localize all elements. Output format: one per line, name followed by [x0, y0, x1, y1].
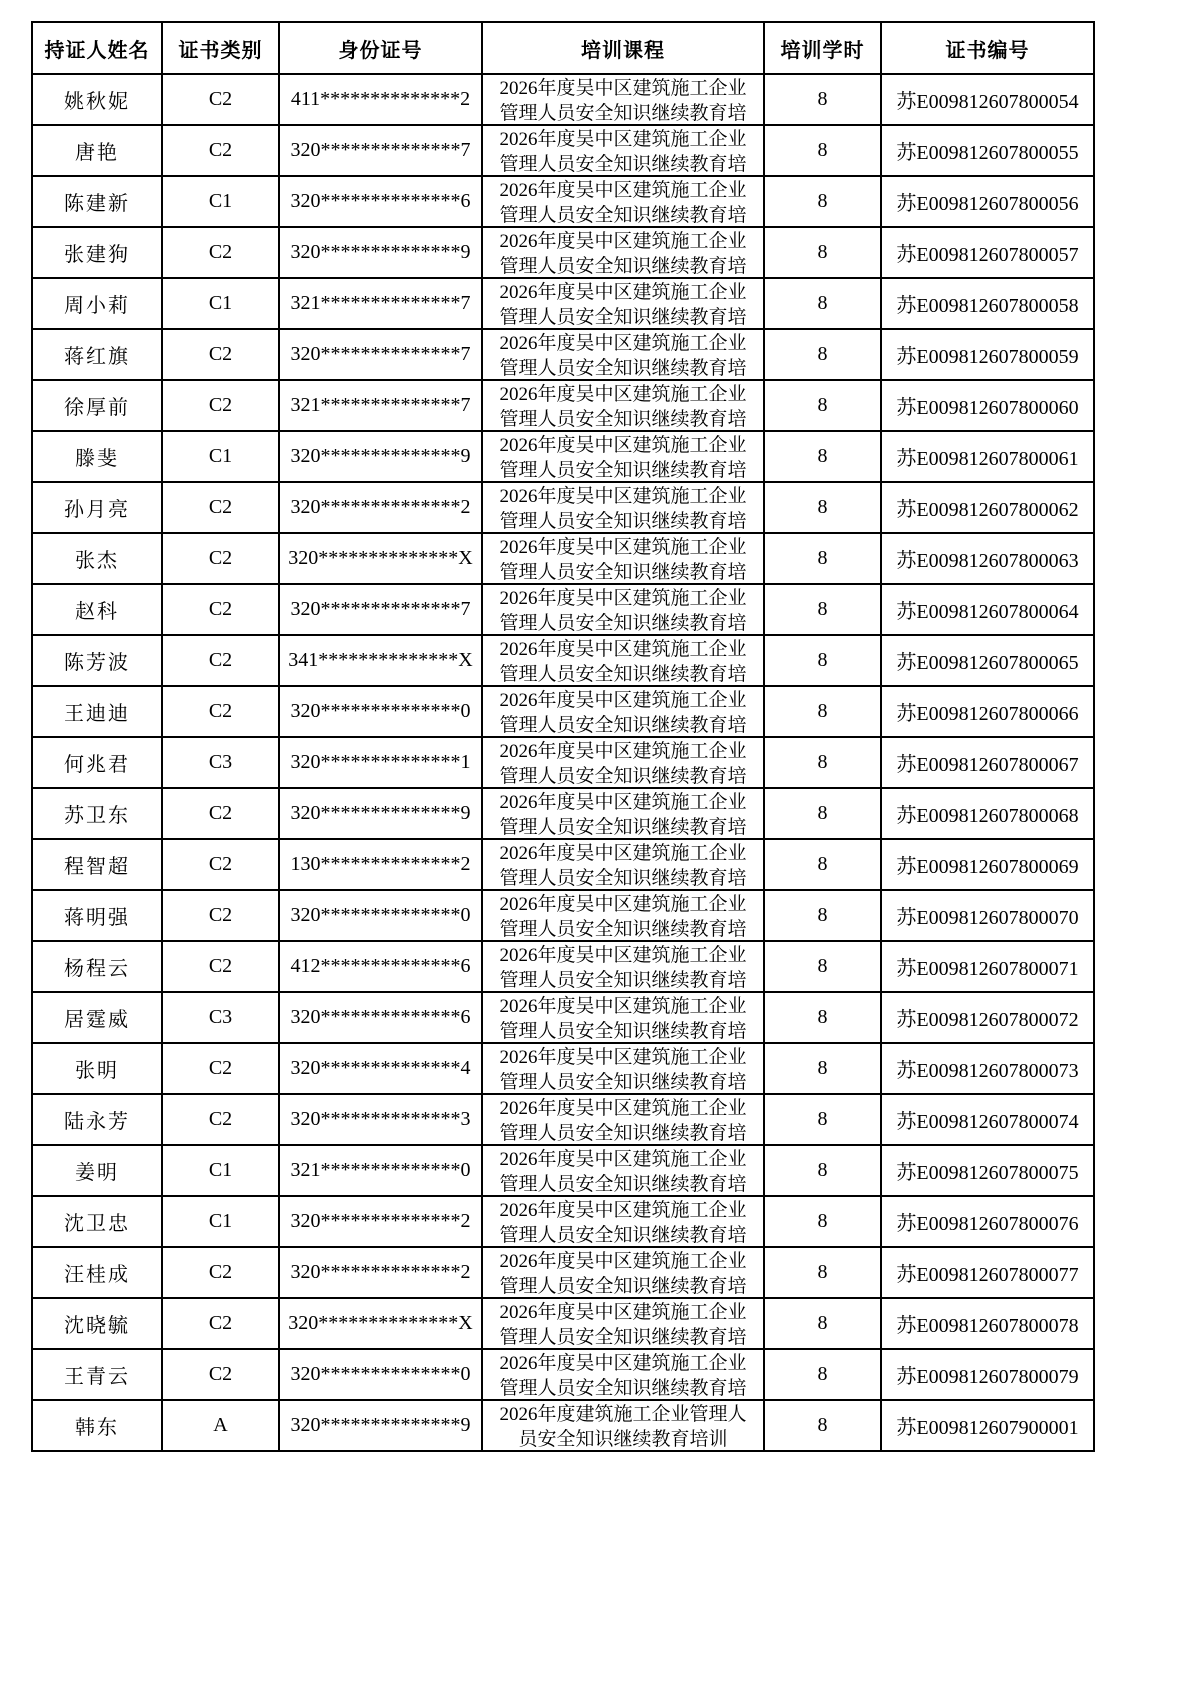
table-row — [32, 125, 1094, 176]
table-row — [32, 1043, 1094, 1094]
course-cell — [482, 584, 764, 635]
cert-type-cell: C2 — [162, 227, 279, 278]
table-row — [32, 1247, 1094, 1298]
course-cell — [482, 74, 764, 125]
cert-type-cell: C2 — [162, 1043, 279, 1094]
cert-type-cell: C2 — [162, 890, 279, 941]
course-cell — [482, 1400, 764, 1451]
course-text: 2026年度吴中区建筑施工企业管理人员安全知识继续教育培 — [499, 231, 747, 277]
course-cell — [482, 839, 764, 890]
course-text: 2026年度吴中区建筑施工企业管理人员安全知识继续教育培 — [499, 537, 747, 583]
table-row — [32, 635, 1094, 686]
course-cell — [482, 890, 764, 941]
cert-type-cell: C3 — [162, 992, 279, 1043]
id-number-cell: 320**************6 — [279, 992, 482, 1043]
cert-type-cell: C1 — [162, 278, 279, 329]
course-text: 2026年度吴中区建筑施工企业管理人员安全知识继续教育培 — [499, 180, 747, 226]
cert-type-cell: C2 — [162, 329, 279, 380]
id-number-cell: 130**************2 — [279, 839, 482, 890]
table-row — [32, 788, 1094, 839]
course-text: 2026年度吴中区建筑施工企业管理人员安全知识继续教育培 — [499, 690, 747, 736]
course-text: 2026年度吴中区建筑施工企业管理人员安全知识继续教育培 — [499, 384, 747, 430]
column-header-cert-type: 证书类别 — [162, 22, 279, 74]
hours-cell: 8 — [764, 482, 881, 533]
hours-cell: 8 — [764, 1400, 881, 1451]
cert-type-cell: C1 — [162, 1145, 279, 1196]
id-number-cell: 320**************X — [279, 533, 482, 584]
table-row — [32, 1400, 1094, 1451]
cert-type-cell: C2 — [162, 74, 279, 125]
cert-number-cell: 苏E009812607800059 — [881, 329, 1094, 380]
course-cell — [482, 1094, 764, 1145]
hours-cell: 8 — [764, 1196, 881, 1247]
cert-number-cell: 苏E009812607800072 — [881, 992, 1094, 1043]
table-row — [32, 278, 1094, 329]
holder-name-cell: 张杰 — [32, 533, 162, 584]
course-text: 2026年度吴中区建筑施工企业管理人员安全知识继续教育培 — [499, 129, 747, 175]
cert-number-cell: 苏E009812607800077 — [881, 1247, 1094, 1298]
course-cell — [482, 635, 764, 686]
cert-type-cell: C2 — [162, 482, 279, 533]
column-header-cert-number: 证书编号 — [881, 22, 1094, 74]
holder-name-cell: 何兆君 — [32, 737, 162, 788]
cert-number-cell: 苏E009812607800055 — [881, 125, 1094, 176]
course-text: 2026年度吴中区建筑施工企业管理人员安全知识继续教育培 — [499, 843, 747, 889]
course-cell — [482, 125, 764, 176]
cert-type-cell: C1 — [162, 431, 279, 482]
course-text: 2026年度吴中区建筑施工企业管理人员安全知识继续教育培 — [499, 333, 747, 379]
cert-type-cell: C2 — [162, 1247, 279, 1298]
cert-type-cell: C2 — [162, 1349, 279, 1400]
hours-cell: 8 — [764, 584, 881, 635]
course-cell — [482, 1247, 764, 1298]
course-text: 2026年度吴中区建筑施工企业管理人员安全知识继续教育培 — [499, 78, 747, 124]
table-row — [32, 1349, 1094, 1400]
hours-cell: 8 — [764, 992, 881, 1043]
course-text: 2026年度吴中区建筑施工企业管理人员安全知识继续教育培 — [499, 1353, 747, 1399]
hours-cell: 8 — [764, 686, 881, 737]
holder-name-cell: 徐厚前 — [32, 380, 162, 431]
course-cell — [482, 788, 764, 839]
course-cell — [482, 1196, 764, 1247]
course-cell — [482, 329, 764, 380]
cert-type-cell: C1 — [162, 1196, 279, 1247]
id-number-cell: 320**************3 — [279, 1094, 482, 1145]
hours-cell: 8 — [764, 890, 881, 941]
holder-name-cell: 孙月亮 — [32, 482, 162, 533]
id-number-cell: 411**************2 — [279, 74, 482, 125]
table-row — [32, 380, 1094, 431]
table-row — [32, 1196, 1094, 1247]
cert-type-cell: C3 — [162, 737, 279, 788]
cert-type-cell: C2 — [162, 125, 279, 176]
course-text: 2026年度吴中区建筑施工企业管理人员安全知识继续教育培 — [499, 1098, 747, 1144]
id-number-cell: 320**************2 — [279, 482, 482, 533]
holder-name-cell: 姜明 — [32, 1145, 162, 1196]
hours-cell: 8 — [764, 1145, 881, 1196]
cert-number-cell: 苏E009812607800078 — [881, 1298, 1094, 1349]
cert-type-cell: C2 — [162, 941, 279, 992]
table-body — [32, 74, 1094, 1451]
course-cell — [482, 380, 764, 431]
holder-name-cell: 杨程云 — [32, 941, 162, 992]
cert-type-cell: C2 — [162, 1094, 279, 1145]
course-text: 2026年度吴中区建筑施工企业管理人员安全知识继续教育培 — [499, 894, 747, 940]
id-number-cell: 320**************7 — [279, 584, 482, 635]
id-number-cell: 320**************0 — [279, 1349, 482, 1400]
cert-type-cell: C2 — [162, 533, 279, 584]
course-cell — [482, 533, 764, 584]
table-row — [32, 431, 1094, 482]
cert-type-cell: C2 — [162, 1298, 279, 1349]
hours-cell: 8 — [764, 329, 881, 380]
table-row — [32, 941, 1094, 992]
id-number-cell: 412**************6 — [279, 941, 482, 992]
id-number-cell: 320**************7 — [279, 125, 482, 176]
cert-number-cell: 苏E009812607800064 — [881, 584, 1094, 635]
cert-type-cell: A — [162, 1400, 279, 1451]
course-cell — [482, 278, 764, 329]
column-header-id-number: 身份证号 — [279, 22, 482, 74]
cert-type-cell: C1 — [162, 176, 279, 227]
course-text: 2026年度吴中区建筑施工企业管理人员安全知识继续教育培 — [499, 1302, 747, 1348]
cert-number-cell: 苏E009812607800060 — [881, 380, 1094, 431]
hours-cell: 8 — [764, 737, 881, 788]
holder-name-cell: 姚秋妮 — [32, 74, 162, 125]
table-row — [32, 584, 1094, 635]
course-text: 2026年度吴中区建筑施工企业管理人员安全知识继续教育培 — [499, 1149, 747, 1195]
hours-cell: 8 — [764, 839, 881, 890]
id-number-cell: 320**************9 — [279, 227, 482, 278]
holder-name-cell: 蒋红旗 — [32, 329, 162, 380]
cert-type-cell: C2 — [162, 380, 279, 431]
cert-number-cell: 苏E009812607800071 — [881, 941, 1094, 992]
holder-name-cell: 陈建新 — [32, 176, 162, 227]
table-row — [32, 839, 1094, 890]
holder-name-cell: 沈卫忠 — [32, 1196, 162, 1247]
hours-cell: 8 — [764, 533, 881, 584]
cert-number-cell: 苏E009812607800070 — [881, 890, 1094, 941]
cert-number-cell: 苏E009812607800054 — [881, 74, 1094, 125]
course-text: 2026年度吴中区建筑施工企业管理人员安全知识继续教育培 — [499, 1047, 747, 1093]
id-number-cell: 341**************X — [279, 635, 482, 686]
id-number-cell: 320**************1 — [279, 737, 482, 788]
id-number-cell: 320**************9 — [279, 788, 482, 839]
cert-number-cell: 苏E009812607800066 — [881, 686, 1094, 737]
hours-cell: 8 — [764, 227, 881, 278]
cert-number-cell: 苏E009812607800067 — [881, 737, 1094, 788]
table-row — [32, 227, 1094, 278]
id-number-cell: 320**************9 — [279, 431, 482, 482]
course-cell — [482, 482, 764, 533]
id-number-cell: 320**************9 — [279, 1400, 482, 1451]
holder-name-cell: 程智超 — [32, 839, 162, 890]
course-cell — [482, 1349, 764, 1400]
hours-cell: 8 — [764, 1094, 881, 1145]
holder-name-cell: 韩东 — [32, 1400, 162, 1451]
id-number-cell: 321**************7 — [279, 278, 482, 329]
cert-number-cell: 苏E009812607800057 — [881, 227, 1094, 278]
column-header-holder-name: 持证人姓名 — [32, 22, 162, 74]
holder-name-cell: 居霆威 — [32, 992, 162, 1043]
course-cell — [482, 176, 764, 227]
cert-type-cell: C2 — [162, 788, 279, 839]
id-number-cell: 320**************0 — [279, 686, 482, 737]
id-number-cell: 320**************6 — [279, 176, 482, 227]
holder-name-cell: 沈晓毓 — [32, 1298, 162, 1349]
holder-name-cell: 张明 — [32, 1043, 162, 1094]
cert-number-cell: 苏E009812607800073 — [881, 1043, 1094, 1094]
holder-name-cell: 蒋明强 — [32, 890, 162, 941]
cert-number-cell: 苏E009812607800076 — [881, 1196, 1094, 1247]
holder-name-cell: 王青云 — [32, 1349, 162, 1400]
course-text: 2026年度吴中区建筑施工企业管理人员安全知识继续教育培 — [499, 486, 747, 532]
course-cell — [482, 227, 764, 278]
table-row — [32, 482, 1094, 533]
hours-cell: 8 — [764, 431, 881, 482]
holder-name-cell: 赵科 — [32, 584, 162, 635]
id-number-cell: 320**************4 — [279, 1043, 482, 1094]
course-text: 2026年度吴中区建筑施工企业管理人员安全知识继续教育培 — [499, 435, 747, 481]
cert-number-cell: 苏E009812607800079 — [881, 1349, 1094, 1400]
course-text: 2026年度建筑施工企业管理人员安全知识继续教育培训 — [499, 1404, 747, 1450]
hours-cell: 8 — [764, 125, 881, 176]
course-cell — [482, 941, 764, 992]
id-number-cell: 320**************2 — [279, 1196, 482, 1247]
hours-cell: 8 — [764, 788, 881, 839]
table-row — [32, 890, 1094, 941]
course-text: 2026年度吴中区建筑施工企业管理人员安全知识继续教育培 — [499, 945, 747, 991]
course-cell — [482, 1298, 764, 1349]
hours-cell: 8 — [764, 1043, 881, 1094]
table-row — [32, 686, 1094, 737]
course-cell — [482, 737, 764, 788]
id-number-cell: 321**************0 — [279, 1145, 482, 1196]
holder-name-cell: 王迪迪 — [32, 686, 162, 737]
cert-type-cell: C2 — [162, 839, 279, 890]
course-text: 2026年度吴中区建筑施工企业管理人员安全知识继续教育培 — [499, 741, 747, 787]
course-cell — [482, 992, 764, 1043]
certificates-table — [31, 21, 1095, 1452]
cert-type-cell: C2 — [162, 584, 279, 635]
column-header-hours: 培训学时 — [764, 22, 881, 74]
cert-number-cell: 苏E009812607800061 — [881, 431, 1094, 482]
course-text: 2026年度吴中区建筑施工企业管理人员安全知识继续教育培 — [499, 588, 747, 634]
id-number-cell: 320**************0 — [279, 890, 482, 941]
cert-number-cell: 苏E009812607800058 — [881, 278, 1094, 329]
cert-number-cell: 苏E009812607900001 — [881, 1400, 1094, 1451]
cert-number-cell: 苏E009812607800056 — [881, 176, 1094, 227]
course-text: 2026年度吴中区建筑施工企业管理人员安全知识继续教育培 — [499, 1200, 747, 1246]
course-text: 2026年度吴中区建筑施工企业管理人员安全知识继续教育培 — [499, 792, 747, 838]
id-number-cell: 320**************7 — [279, 329, 482, 380]
id-number-cell: 321**************7 — [279, 380, 482, 431]
course-cell — [482, 1043, 764, 1094]
hours-cell: 8 — [764, 1298, 881, 1349]
hours-cell: 8 — [764, 1349, 881, 1400]
hours-cell: 8 — [764, 74, 881, 125]
table-row — [32, 992, 1094, 1043]
header-row — [32, 22, 1094, 74]
table-row — [32, 737, 1094, 788]
holder-name-cell: 陈芳波 — [32, 635, 162, 686]
course-text: 2026年度吴中区建筑施工企业管理人员安全知识继续教育培 — [499, 639, 747, 685]
hours-cell: 8 — [764, 278, 881, 329]
column-header-course: 培训课程 — [482, 22, 764, 74]
table-row — [32, 329, 1094, 380]
hours-cell: 8 — [764, 380, 881, 431]
table-row — [32, 1298, 1094, 1349]
holder-name-cell: 汪桂成 — [32, 1247, 162, 1298]
table-row — [32, 533, 1094, 584]
id-number-cell: 320**************X — [279, 1298, 482, 1349]
table-row — [32, 1094, 1094, 1145]
cert-number-cell: 苏E009812607800074 — [881, 1094, 1094, 1145]
cert-number-cell: 苏E009812607800065 — [881, 635, 1094, 686]
table-row — [32, 176, 1094, 227]
course-cell — [482, 686, 764, 737]
course-text: 2026年度吴中区建筑施工企业管理人员安全知识继续教育培 — [499, 282, 747, 328]
cert-number-cell: 苏E009812607800063 — [881, 533, 1094, 584]
hours-cell: 8 — [764, 176, 881, 227]
cert-number-cell: 苏E009812607800068 — [881, 788, 1094, 839]
hours-cell: 8 — [764, 941, 881, 992]
table-row — [32, 1145, 1094, 1196]
table-row — [32, 74, 1094, 125]
course-cell — [482, 1145, 764, 1196]
hours-cell: 8 — [764, 1247, 881, 1298]
holder-name-cell: 张建狗 — [32, 227, 162, 278]
id-number-cell: 320**************2 — [279, 1247, 482, 1298]
holder-name-cell: 唐艳 — [32, 125, 162, 176]
cert-type-cell: C2 — [162, 635, 279, 686]
holder-name-cell: 苏卫东 — [32, 788, 162, 839]
course-text: 2026年度吴中区建筑施工企业管理人员安全知识继续教育培 — [499, 996, 747, 1042]
cert-number-cell: 苏E009812607800062 — [881, 482, 1094, 533]
hours-cell: 8 — [764, 635, 881, 686]
holder-name-cell: 陆永芳 — [32, 1094, 162, 1145]
cert-number-cell: 苏E009812607800075 — [881, 1145, 1094, 1196]
cert-number-cell: 苏E009812607800069 — [881, 839, 1094, 890]
course-text: 2026年度吴中区建筑施工企业管理人员安全知识继续教育培 — [499, 1251, 747, 1297]
holder-name-cell: 滕斐 — [32, 431, 162, 482]
course-cell — [482, 431, 764, 482]
holder-name-cell: 周小莉 — [32, 278, 162, 329]
cert-type-cell: C2 — [162, 686, 279, 737]
